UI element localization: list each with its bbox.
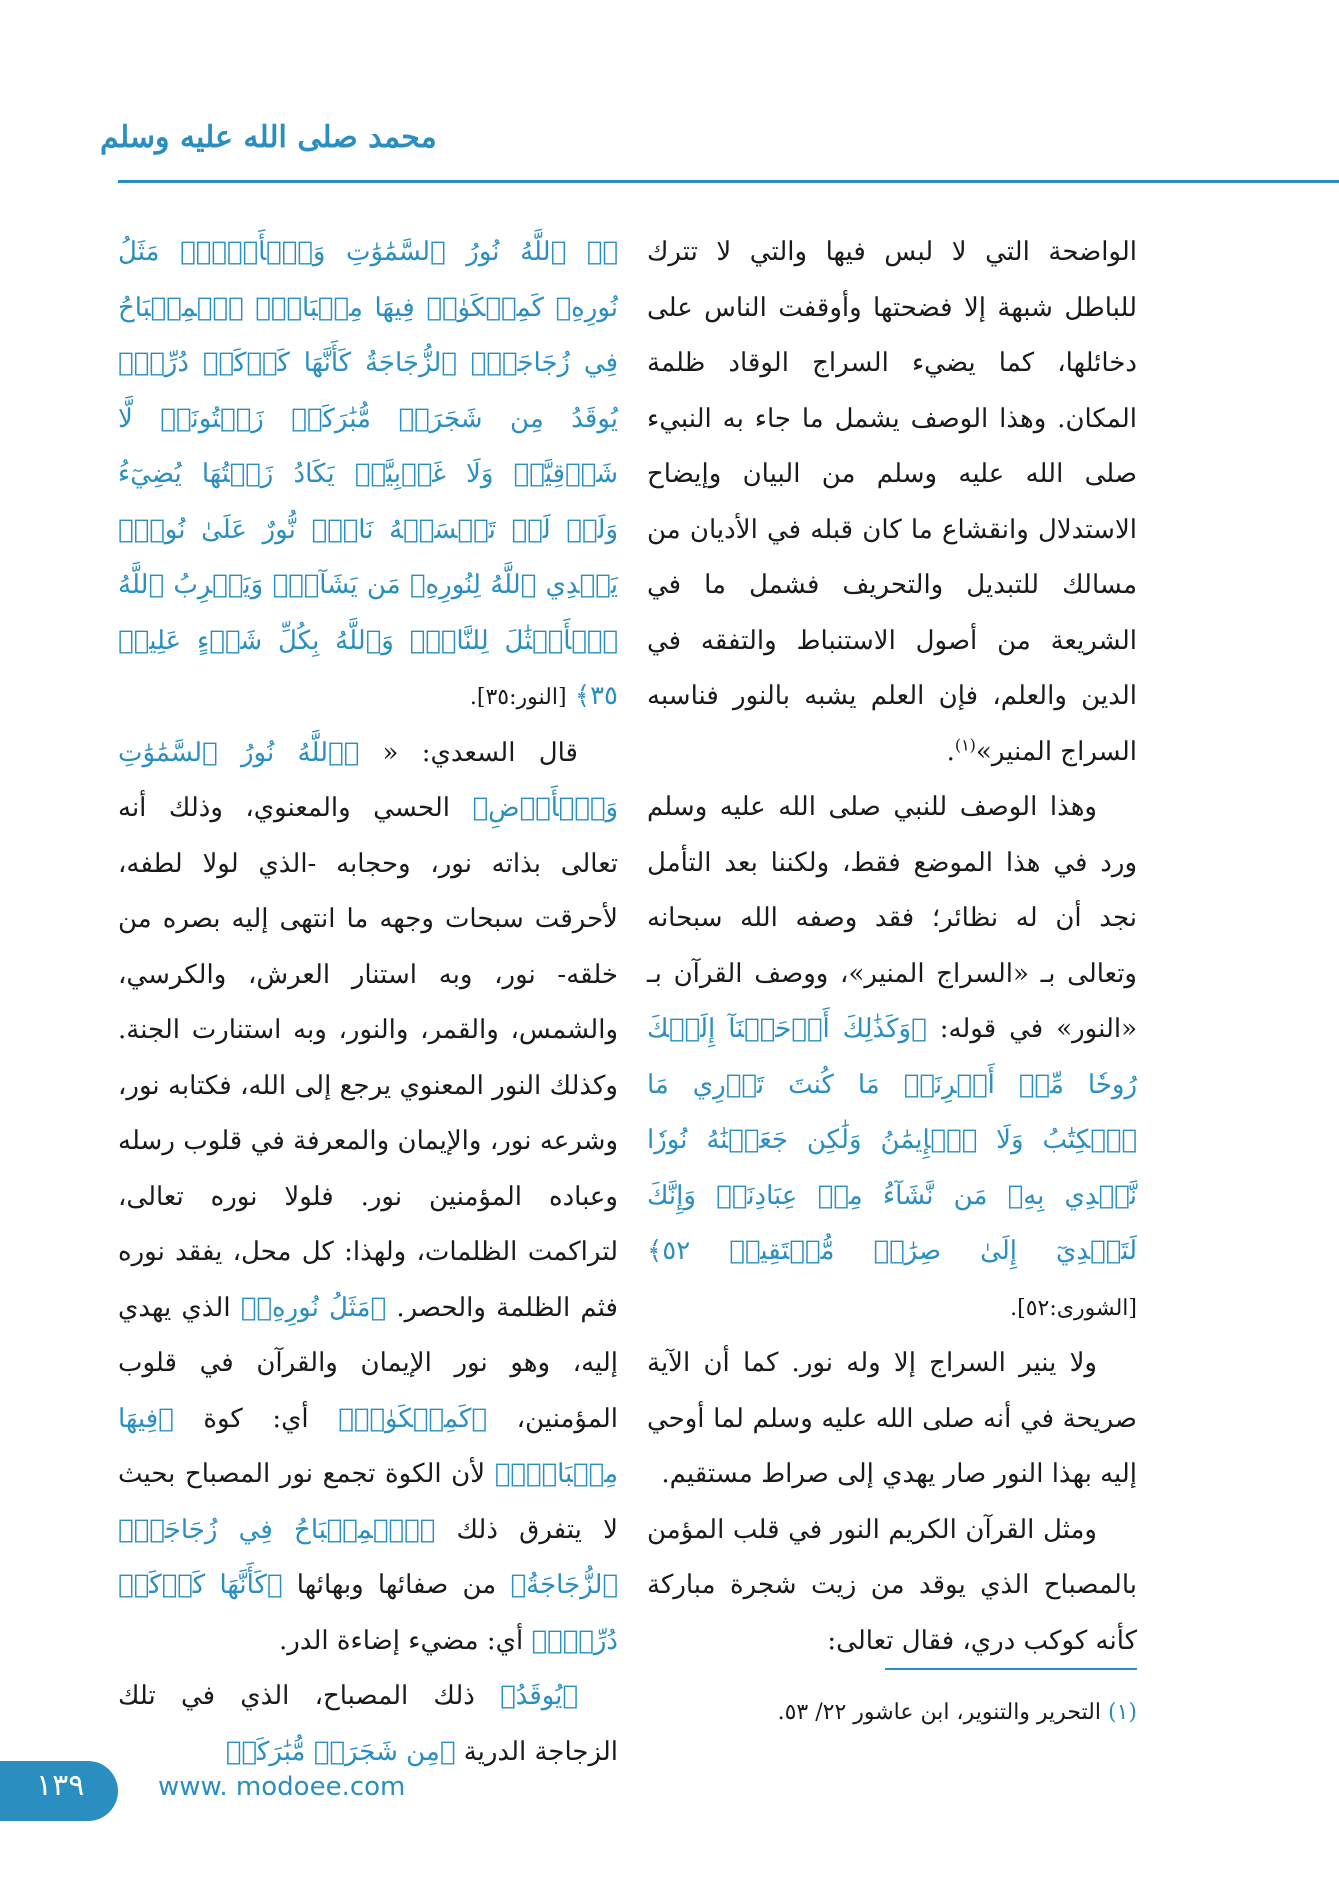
quran-quote: ﴿كَمِشۡكَوٰةٖ﴾ <box>338 1403 488 1434</box>
quran-quote: ﴿فِيهَا مِصۡبَاحٌۖ﴾ <box>118 1403 618 1489</box>
footnote-number: (١) <box>1107 1700 1137 1725</box>
verse-reference: [النور:٣٥]. <box>469 685 567 710</box>
quran-quote: ﴿يُوقَدُ﴾ <box>500 1681 579 1711</box>
quran-quote: ﴿ٱللَّهُ نُورُ ٱلسَّمَٰوَٰتِ وَٱلۡأَرۡضِ﴾ <box>118 737 619 823</box>
text-segment: أي: كوة <box>203 1403 309 1434</box>
footnote-text: التحرير والتنوير، ابن عاشور ٢٢/ ٥٣. <box>777 1700 1101 1725</box>
paragraph <box>647 780 1137 1336</box>
quran-quote: ﴿مِن شَجَرَةٖ مُّبَٰرَكَةٖ <box>225 1736 456 1767</box>
paragraph-text: وهذا الوصف للنبي صلى الله عليه وسلم ورد في هذا الموضع فقط، ولكننا بعد التأمل نجد أن له نظائر؛ فقد وصفه الله سبحانه وتعالى بـ «السراج المنير»، ووصف القرآن بـ «النور» في قوله: <box>647 792 1138 1044</box>
quran-verse: ﴿۞ ٱللَّهُ نُورُ ٱلسَّمَٰوَٰتِ وَٱلۡأَرۡضِۚ مَثَلُ نُورِهِۦ كَمِشۡكَوٰةٖ فِيهَا مِصۡبَاحٌۖ ٱلۡمِصۡبَاحُ فِي زُجَاجَةٍۖ ٱلزُّجَاجَةُ كَأَنَّهَا كَوۡكَبٞ دُرِّيّٞ يُوقَدُ مِن شَجَرَةٖ مُّبَٰرَكَةٖ زَيۡتُونَةٖ لَّا شَرۡقِيَّةٖ وَلَا غَرۡبِيَّةٖ يَكَادُ زَيۡتُهَا يُضِيٓءُ وَلَوۡ لَمۡ تَمۡسَسۡهُ نَارٞۚ نُّورٌ عَلَىٰ نُورٖۚ يَهۡدِي ٱللَّهُ لِنُورِهِۦ مَن يَشَآءُۚ وَيَضۡرِبُ ٱللَّهُ ٱلۡأَمۡثَٰلَ لِلنَّاسِۗ وَٱللَّهُ بِكُلِّ شَيۡءٍ عَلِيمٞ ٣٥﴾ <box>118 237 618 711</box>
right-column <box>647 225 1137 1669</box>
footnote-divider <box>885 1668 1137 1670</box>
text-segment: الحسي والمعنوي، وذلك أنه تعالى بذاته نور، وحجابه -الذي لولا لطفه، لأحرقت سبحات وجهه ما انتهى إليه بصره من خلقه- نور، وبه استنار العرش، والكرسي، والشمس، والقمر، والنور، وبه استنارت الجنة. وكذلك النور المعنوي يرجع إلى الله، فكتابه نور، وشرعه نور، والإيمان والمعرفة في قلوب رسله وعباده المؤمنين نور. فلولا نوره تعالى، لتراكمت الظلمات، ولهذا: كل محل، يفقد نوره فثم الظلمة والحصر. <box>118 793 618 1323</box>
text-segment: أي: مضيء إضاءة الدر. <box>279 1625 524 1656</box>
running-header-title: محمد صلى الله عليه وسلم <box>100 120 437 155</box>
text-segment: ذلك المصباح، الذي في تلك الزجاجة الدرية <box>118 1681 618 1767</box>
paragraph <box>118 1669 618 1780</box>
paragraph: ولا ينير السراج إلا وله نور. كما أن الآية صريحة في أنه صلى الله عليه وسلم لما أوحي إليه بهذا النور صار يهدي إلى صراط مستقيم. <box>647 1348 1137 1489</box>
text-segment: قال السعدي: « <box>382 737 578 768</box>
paragraph <box>118 726 618 1670</box>
paragraph <box>647 225 1137 780</box>
paragraph-end: . <box>946 736 955 767</box>
quran-quote: ﴿ٱلۡمِصۡبَاحُ فِي زُجَاجَةٍۖ ٱلزُّجَاجَةُ﴾ <box>118 1514 619 1600</box>
left-column <box>118 225 618 1780</box>
paragraph <box>118 225 618 726</box>
quran-verse: ﴿وَكَذَٰلِكَ أَوۡحَيۡنَآ إِلَيۡكَ رُوحٗا مِّنۡ أَمۡرِنَاۚ مَا كُنتَ تَدۡرِي مَا ٱلۡكِتَٰبُ وَلَا ٱلۡإِيمَٰنُ وَلَٰكِن جَعَلۡنَٰهُ نُورٗا نَّهۡدِي بِهِۦ مَن نَّشَآءُ مِنۡ عِبَادِنَاۚ وَإِنَّكَ لَتَهۡدِيٓ إِلَىٰ صِرَٰطٖ مُّسۡتَقِيمٖ ٥٢﴾ <box>647 1014 1137 1266</box>
website-link[interactable]: www. modoee.com <box>158 1772 406 1802</box>
header-divider <box>118 180 1339 183</box>
footnote <box>647 1698 1137 1728</box>
verse-reference: [الشورى:٥٢]. <box>1010 1295 1137 1321</box>
text-segment: لأن الكوة تجمع نور المصباح بحيث لا يتفرق ذلك <box>118 1459 618 1545</box>
paragraph-text: الواضحة التي لا لبس فيها والتي لا تترك للباطل شبهة إلا فضحتها وأوقفت الناس على دخائلها، كما يضيء السراج الوقاد ظلمة المكان. وهذا الوصف يشمل ما جاء به النبيء صلى الله عليه وسلم من البيان وإيضاح الاستدلال وانقشاع ما كان قبله في الأديان من مسالك للتبديل والتحريف فشمل ما في الشريعة من أصول الاستنباط والتفقه في الدين والعلم، فإن العلم يشبه بالنور فناسبه السراج المنير» <box>647 237 1137 767</box>
quran-quote: ﴿كَأَنَّهَا كَوۡكَبٞ دُرِّيّٞ﴾ <box>118 1570 618 1656</box>
quran-quote: ﴿مَثَلُ نُورِهِۦ﴾ <box>240 1292 387 1323</box>
page-number: ١٣٩ <box>36 1768 85 1803</box>
text-segment: الذي يهدي إليه، وهو نور الإيمان والقرآن في قلوب المؤمنين، <box>118 1292 618 1434</box>
paragraph: ومثل القرآن الكريم النور في قلب المؤمن بالمصباح الذي يوقد من زيت شجرة مباركة كأنه كوكب دري، فقال تعالى: <box>647 1514 1137 1656</box>
footnote-marker[interactable]: (١) <box>954 734 976 754</box>
text-segment: من صفائها وبهائها <box>296 1570 497 1600</box>
